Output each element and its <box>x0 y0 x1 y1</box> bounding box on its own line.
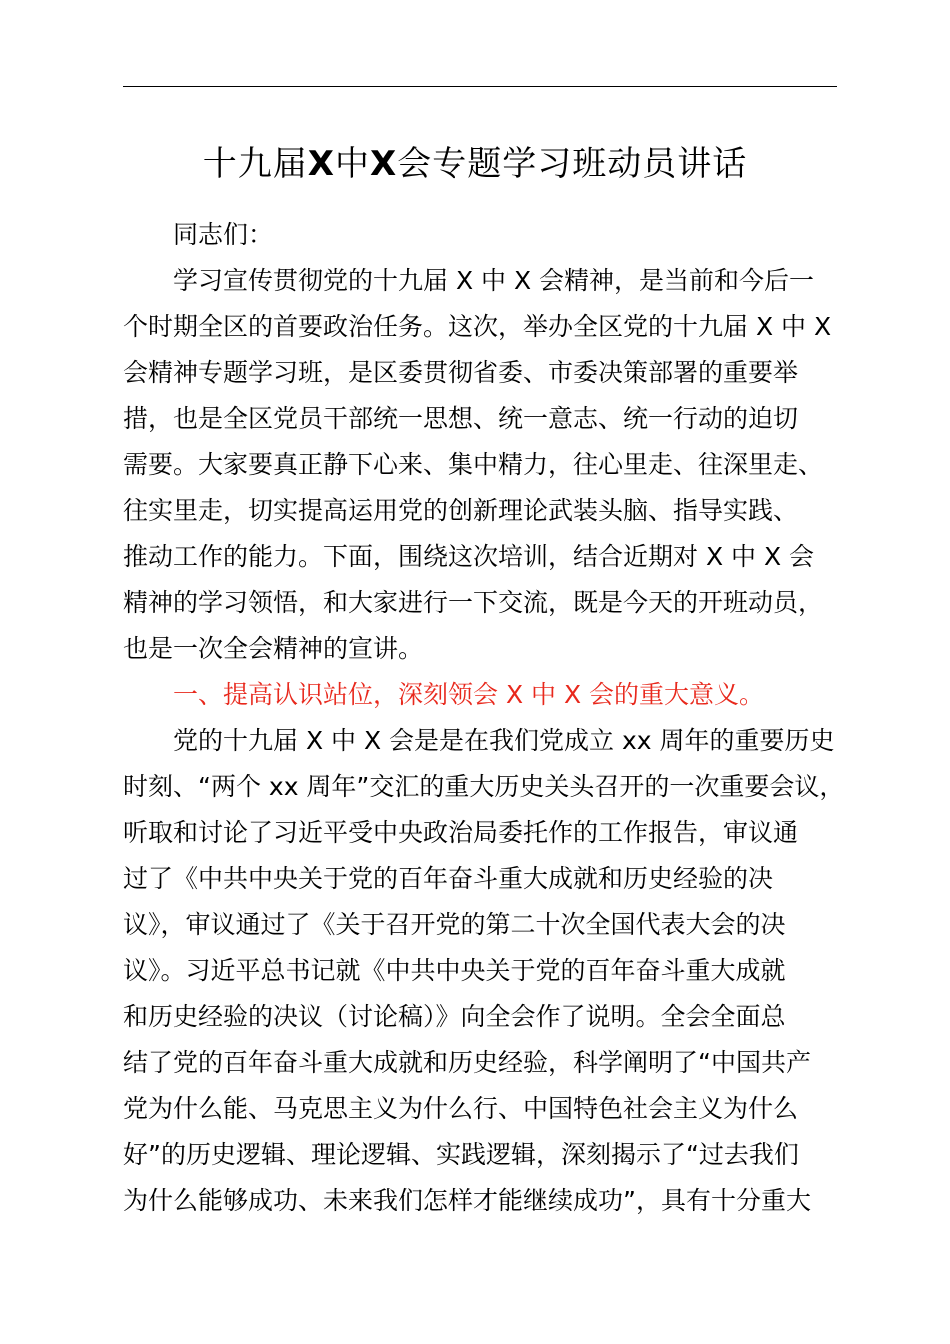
paragraph-line: 议》。习近平总书记就《中共中央关于党的百年奋斗重大成就 <box>123 956 786 985</box>
paragraph-section-1 <box>123 718 845 1224</box>
paragraph-line: 和历史经验的决议（讨论稿）》向全会作了说明。全会全面总 <box>123 1002 786 1031</box>
paragraph-line: 也是一次全会精神的宣讲。 <box>123 634 424 663</box>
paragraph-line: 措，也是全区党员干部统一思想、统一意志、统一行动的迫切 <box>123 404 799 433</box>
paragraph-line: 推动工作的能力。下面，围绕这次培训，结合近期对 X 中 X 会 <box>123 542 815 571</box>
paragraph-line: 个时期全区的首要政治任务。这次，举办全区党的十九届 X 中 X <box>123 312 832 341</box>
paragraph-line: 精神的学习领悟，和大家进行一下交流，既是今天的开班动员， <box>123 588 824 617</box>
title-part-3: 中 <box>335 144 370 184</box>
paragraph-line: 会精神专题学习班，是区委贯彻省委、市委决策部署的重要举 <box>123 358 799 387</box>
title-part-1: 十九届 <box>202 144 308 184</box>
page-title <box>0 140 950 188</box>
paragraph-line: 结了党的百年奋斗重大成就和历史经验，科学阐明了“中国共产 <box>123 1048 811 1077</box>
title-part-2: X <box>307 144 335 184</box>
title-part-4: X <box>370 144 398 184</box>
paragraph-line: 学习宣传贯彻党的十九届 X 中 X 会精神，是当前和今后一 <box>173 266 815 295</box>
paragraph-line: 时刻、“两个 xx 周年”交汇的重大历史关头召开的一次重要会议， <box>123 772 845 801</box>
paragraph-line: 好”的历史逻辑、理论逻辑、实践逻辑，深刻揭示了“过去我们 <box>123 1140 799 1169</box>
paragraph-line: 议》，审议通过了《关于召开党的第二十次全国代表大会的决 <box>123 910 786 939</box>
header-rule <box>123 86 837 87</box>
paragraph-intro <box>123 258 837 672</box>
section-heading-1: 一、提高认识站位，深刻领会 X 中 X 会的重大意义。 <box>173 680 765 709</box>
paragraph-line: 需要。大家要真正静下心来、集中精力，往心里走、往深里走、 <box>123 450 824 479</box>
paragraph-line: 为什么能够成功、未来我们怎样才能继续成功”，具有十分重大 <box>123 1186 811 1215</box>
salutation: 同志们： <box>173 220 274 249</box>
paragraph-line: 听取和讨论了习近平受中央政治局委托作的工作报告，审议通 <box>123 818 799 847</box>
title-part-5: 会专题学习班动员讲话 <box>397 144 748 184</box>
document-body <box>123 212 845 1224</box>
paragraph-line: 往实里走，切实提高运用党的创新理论武装头脑、指导实践、 <box>123 496 799 525</box>
paragraph-line: 党的十九届 X 中 X 会是是在我们党成立 xx 周年的重要历史 <box>173 726 835 755</box>
paragraph-line: 党为什么能、马克思主义为什么行、中国特色社会主义为什么 <box>123 1094 799 1123</box>
paragraph-line: 过了《中共中央关于党的百年奋斗重大成就和历史经验的决 <box>123 864 774 893</box>
